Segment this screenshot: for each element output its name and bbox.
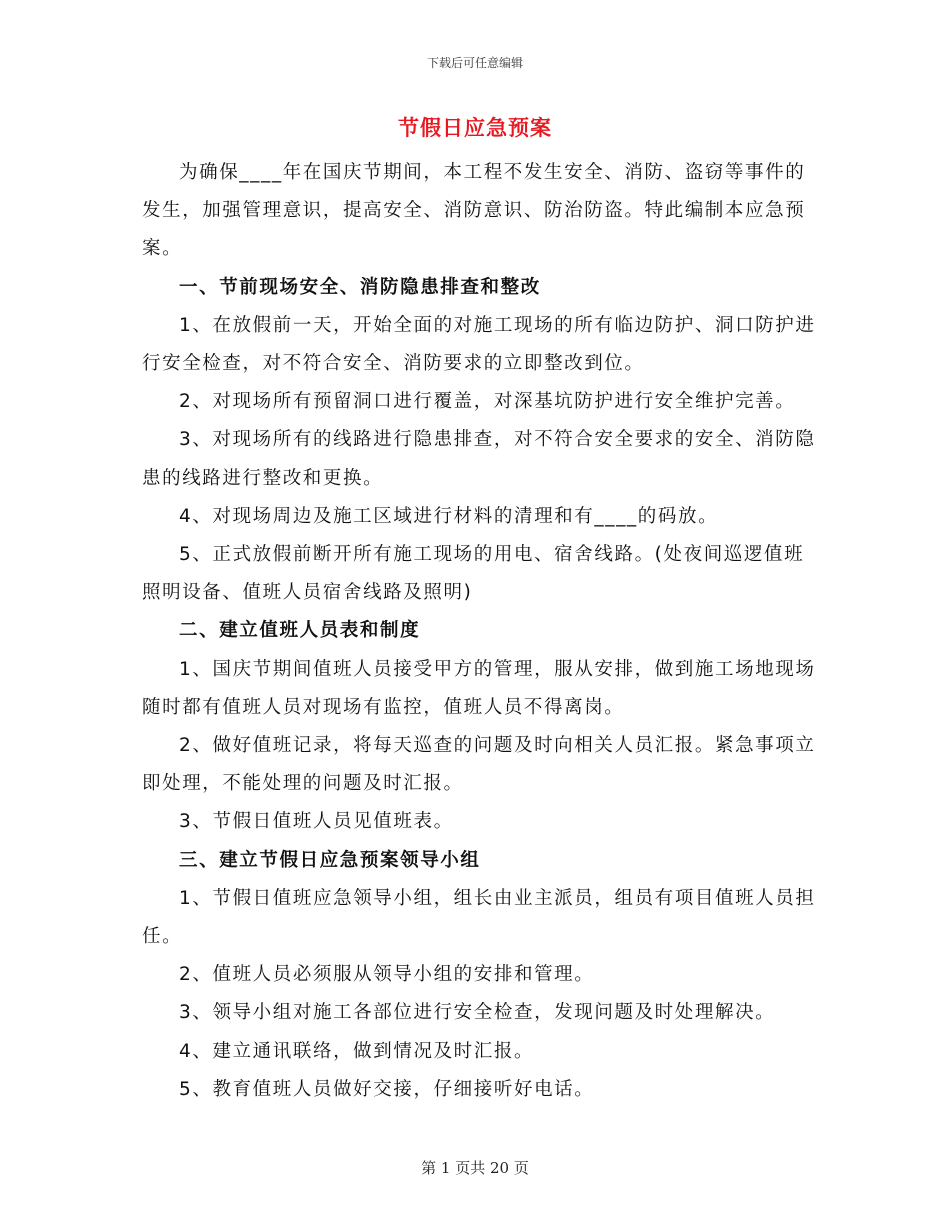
document-body <box>142 154 822 1109</box>
section-1-item-4: 4、对现场周边及施工区域进行材料的清理和有____的码放。 <box>179 505 719 527</box>
section-1-item-3: 3、对现场所有的线路进行隐患排查，对不符合安全要求的安全、消防隐患的线路进行整改和更换。 <box>142 429 816 489</box>
section-1-item-1: 1、在放假前一天，开始全面的对施工现场的所有临边防护、洞口防护进行安全检查，对不符合安全、消防要求的立即整改到位。 <box>142 314 816 375</box>
section-3-item-1: 1、节假日值班应急领导小组，组长由业主派员，组员有项目值班人员担任。 <box>142 887 816 948</box>
section-2-item-2: 2、做好值班记录，将每天巡查的问题及时向相关人员汇报。紧急事项立即处理，不能处理的问题及时汇报。 <box>142 735 816 795</box>
section-3-item-5: 5、教育值班人员做好交接，仔细接听好电话。 <box>179 1078 595 1100</box>
section-heading-2: 二、建立值班人员表和制度 <box>179 620 421 642</box>
section-1-item-5: 5、正式放假前断开所有施工现场的用电、宿舍线路。(处夜间巡逻值班照明设备、值班人员宿舍线路及照明) <box>142 544 805 604</box>
section-3-item-3: 3、领导小组对施工各部位进行安全检查，发现问题及时处理解决。 <box>179 1002 776 1024</box>
section-heading-1: 一、节前现场安全、消防隐患排查和整改 <box>179 276 541 298</box>
section-heading-3: 三、建立节假日应急预案领导小组 <box>179 849 481 871</box>
section-2-item-1: 1、国庆节期间值班人员接受甲方的管理，服从安排，做到施工场地现场随时都有值班人员对现场有监控，值班人员不得离岗。 <box>142 658 816 718</box>
section-1-item-2: 2、对现场所有预留洞口进行覆盖，对深基坑防护进行安全维护完善。 <box>179 391 796 413</box>
section-3-item-2: 2、值班人员必须服从领导小组的安排和管理。 <box>179 964 595 986</box>
intro-paragraph: 为确保____年在国庆节期间，本工程不发生安全、消防、盗窃等事件的发生，加强管理意识，提高安全、消防意识、防治防盗。特此编制本应急预案。 <box>142 162 806 260</box>
header-note: 下载后可任意编辑 <box>426 56 523 70</box>
document-title: 节假日应急预案 <box>398 116 552 140</box>
section-2-item-3: 3、节假日值班人员见值班表。 <box>179 811 454 833</box>
section-3-item-4: 4、建立通讯联络，做到情况及时汇报。 <box>179 1040 535 1062</box>
page-number: 第 1 页共 20 页 <box>421 1159 529 1177</box>
